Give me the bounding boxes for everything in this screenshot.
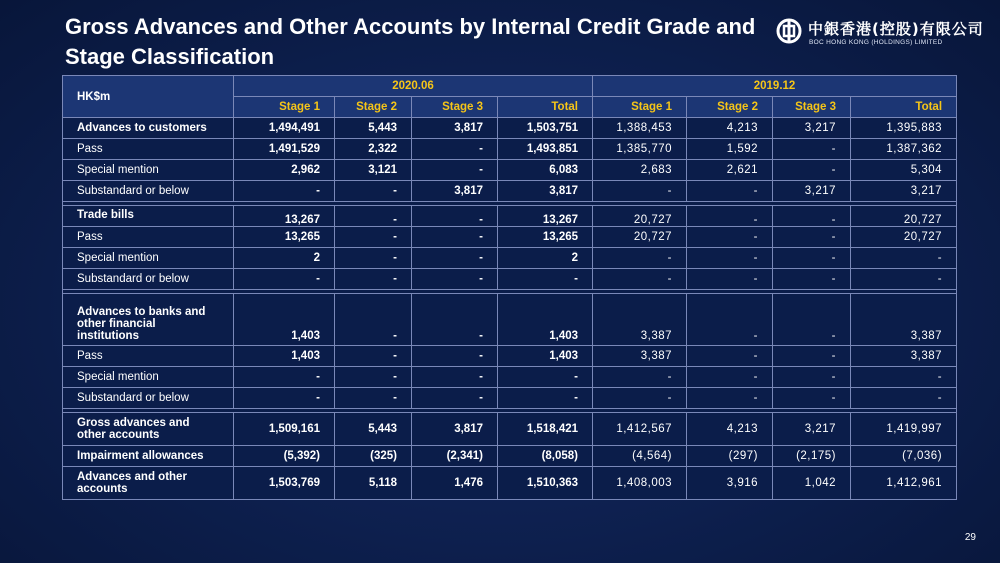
- value-cell: -: [335, 346, 412, 367]
- value-cell: 1,403: [234, 294, 335, 346]
- value-cell: 1,412,567: [593, 413, 687, 446]
- value-cell: -: [773, 160, 851, 181]
- value-cell: 3,121: [335, 160, 412, 181]
- value-cell: -: [687, 248, 773, 269]
- row-label: Impairment allowances: [63, 446, 234, 467]
- table-row: [63, 413, 957, 446]
- value-cell: 1,403: [234, 346, 335, 367]
- row-label: Special mention: [63, 248, 234, 269]
- credit-grade-table: [62, 75, 957, 500]
- value-cell: 4,213: [687, 413, 773, 446]
- value-cell: -: [335, 248, 412, 269]
- value-cell: 2: [234, 248, 335, 269]
- value-cell: -: [335, 367, 412, 388]
- value-cell: 13,267: [498, 206, 593, 227]
- value-cell: -: [851, 388, 957, 409]
- company-logo: [776, 18, 984, 50]
- value-cell: -: [851, 367, 957, 388]
- value-cell: (7,036): [851, 446, 957, 467]
- unit-header: HK$m: [63, 76, 234, 118]
- value-cell: -: [851, 269, 957, 290]
- logo-chinese-name: 中銀香港(控股)有限公司: [808, 20, 984, 38]
- value-cell: 2: [498, 248, 593, 269]
- value-cell: -: [593, 269, 687, 290]
- value-cell: 5,443: [335, 413, 412, 446]
- value-cell: -: [335, 269, 412, 290]
- value-cell: 20,727: [593, 206, 687, 227]
- period-header-2019: 2019.12: [593, 76, 957, 97]
- row-label: Pass: [63, 346, 234, 367]
- page-number: 29: [964, 532, 976, 543]
- row-label: Substandard or below: [63, 181, 234, 202]
- value-cell: -: [593, 181, 687, 202]
- stage-header: Stage 2: [687, 97, 773, 118]
- value-cell: -: [412, 269, 498, 290]
- value-cell: -: [498, 367, 593, 388]
- row-label: Advances and other accounts: [63, 467, 234, 500]
- period-header-2020: 2020.06: [234, 76, 593, 97]
- value-cell: -: [773, 388, 851, 409]
- value-cell: -: [335, 206, 412, 227]
- value-cell: 1,592: [687, 139, 773, 160]
- value-cell: -: [773, 346, 851, 367]
- stage-header: Total: [498, 97, 593, 118]
- row-label: Trade bills: [63, 206, 234, 227]
- table-row: [63, 367, 957, 388]
- value-cell: -: [773, 269, 851, 290]
- value-cell: 2,322: [335, 139, 412, 160]
- stage-header: Stage 1: [234, 97, 335, 118]
- value-cell: -: [498, 269, 593, 290]
- value-cell: -: [593, 248, 687, 269]
- value-cell: -: [773, 227, 851, 248]
- value-cell: 3,217: [851, 181, 957, 202]
- row-label: Substandard or below: [63, 269, 234, 290]
- value-cell: -: [412, 139, 498, 160]
- value-cell: 1,518,421: [498, 413, 593, 446]
- row-label: Special mention: [63, 160, 234, 181]
- value-cell: -: [773, 248, 851, 269]
- value-cell: 3,217: [773, 413, 851, 446]
- value-cell: -: [851, 248, 957, 269]
- value-cell: (297): [687, 446, 773, 467]
- value-cell: 3,387: [593, 294, 687, 346]
- value-cell: -: [687, 181, 773, 202]
- table-row: [63, 294, 957, 346]
- table-row: [63, 248, 957, 269]
- value-cell: (325): [335, 446, 412, 467]
- value-cell: 1,476: [412, 467, 498, 500]
- value-cell: 1,493,851: [498, 139, 593, 160]
- value-cell: 1,510,363: [498, 467, 593, 500]
- value-cell: 13,267: [234, 206, 335, 227]
- value-cell: -: [412, 160, 498, 181]
- table-row: [63, 467, 957, 500]
- value-cell: 1,385,770: [593, 139, 687, 160]
- value-cell: 1,403: [498, 294, 593, 346]
- row-label: Gross advances and other accounts: [63, 413, 234, 446]
- value-cell: -: [687, 367, 773, 388]
- row-label: Substandard or below: [63, 388, 234, 409]
- value-cell: -: [412, 206, 498, 227]
- value-cell: 1,042: [773, 467, 851, 500]
- table-row: [63, 227, 957, 248]
- value-cell: 1,491,529: [234, 139, 335, 160]
- value-cell: 2,683: [593, 160, 687, 181]
- stage-header: Total: [851, 97, 957, 118]
- value-cell: -: [773, 294, 851, 346]
- stage-header: Stage 1: [593, 97, 687, 118]
- value-cell: -: [234, 181, 335, 202]
- value-cell: -: [412, 367, 498, 388]
- value-cell: 1,387,362: [851, 139, 957, 160]
- value-cell: 1,503,769: [234, 467, 335, 500]
- value-cell: -: [234, 367, 335, 388]
- table-row: [63, 139, 957, 160]
- row-label: Pass: [63, 139, 234, 160]
- value-cell: 2,962: [234, 160, 335, 181]
- value-cell: -: [687, 227, 773, 248]
- value-cell: 5,118: [335, 467, 412, 500]
- value-cell: (4,564): [593, 446, 687, 467]
- value-cell: 1,412,961: [851, 467, 957, 500]
- value-cell: -: [593, 367, 687, 388]
- value-cell: -: [412, 388, 498, 409]
- value-cell: 3,817: [498, 181, 593, 202]
- table-row: [63, 181, 957, 202]
- row-label: Pass: [63, 227, 234, 248]
- logo-english-name: BOC HONG KONG (HOLDINGS) LIMITED: [809, 39, 943, 46]
- table-row: [63, 118, 957, 139]
- stage-header: Stage 3: [773, 97, 851, 118]
- value-cell: 3,916: [687, 467, 773, 500]
- stage-header: Stage 3: [412, 97, 498, 118]
- row-label: Special mention: [63, 367, 234, 388]
- value-cell: 1,388,453: [593, 118, 687, 139]
- value-cell: -: [412, 294, 498, 346]
- value-cell: -: [234, 269, 335, 290]
- value-cell: -: [687, 206, 773, 227]
- value-cell: -: [687, 294, 773, 346]
- value-cell: 1,494,491: [234, 118, 335, 139]
- page-title: Gross Advances and Other Accounts by Internal Credit Grade and Stage Classification: [65, 14, 756, 69]
- value-cell: -: [687, 269, 773, 290]
- value-cell: 3,387: [851, 346, 957, 367]
- value-cell: 1,509,161: [234, 413, 335, 446]
- table-row: [63, 269, 957, 290]
- table-row: [63, 206, 957, 227]
- value-cell: 1,419,997: [851, 413, 957, 446]
- value-cell: (2,341): [412, 446, 498, 467]
- value-cell: 3,217: [773, 181, 851, 202]
- row-label: Advances to banks and other financial institutions: [63, 294, 234, 346]
- value-cell: 1,408,003: [593, 467, 687, 500]
- value-cell: -: [498, 388, 593, 409]
- value-cell: -: [234, 388, 335, 409]
- table-row: [63, 160, 957, 181]
- value-cell: (5,392): [234, 446, 335, 467]
- value-cell: 3,817: [412, 181, 498, 202]
- table-row: [63, 346, 957, 367]
- value-cell: -: [687, 346, 773, 367]
- row-label: Advances to customers: [63, 118, 234, 139]
- table-row: [63, 446, 957, 467]
- value-cell: -: [335, 181, 412, 202]
- value-cell: -: [687, 388, 773, 409]
- value-cell: 1,403: [498, 346, 593, 367]
- value-cell: 13,265: [498, 227, 593, 248]
- value-cell: 5,304: [851, 160, 957, 181]
- value-cell: 3,217: [773, 118, 851, 139]
- value-cell: 2,621: [687, 160, 773, 181]
- value-cell: (8,058): [498, 446, 593, 467]
- value-cell: 3,387: [851, 294, 957, 346]
- value-cell: -: [412, 346, 498, 367]
- boc-logo-icon: [776, 18, 802, 44]
- value-cell: -: [335, 388, 412, 409]
- value-cell: 3,817: [412, 118, 498, 139]
- value-cell: -: [335, 227, 412, 248]
- value-cell: -: [335, 294, 412, 346]
- value-cell: 3,817: [412, 413, 498, 446]
- value-cell: 20,727: [851, 206, 957, 227]
- table-row: [63, 388, 957, 409]
- value-cell: 3,387: [593, 346, 687, 367]
- value-cell: 4,213: [687, 118, 773, 139]
- value-cell: 13,265: [234, 227, 335, 248]
- value-cell: -: [412, 248, 498, 269]
- value-cell: 6,083: [498, 160, 593, 181]
- value-cell: 5,443: [335, 118, 412, 139]
- value-cell: -: [412, 227, 498, 248]
- value-cell: -: [773, 367, 851, 388]
- stage-header: Stage 2: [335, 97, 412, 118]
- value-cell: 1,503,751: [498, 118, 593, 139]
- value-cell: 20,727: [593, 227, 687, 248]
- value-cell: -: [773, 139, 851, 160]
- value-cell: 20,727: [851, 227, 957, 248]
- value-cell: (2,175): [773, 446, 851, 467]
- value-cell: -: [773, 206, 851, 227]
- value-cell: -: [593, 388, 687, 409]
- value-cell: 1,395,883: [851, 118, 957, 139]
- table-body: [63, 118, 957, 500]
